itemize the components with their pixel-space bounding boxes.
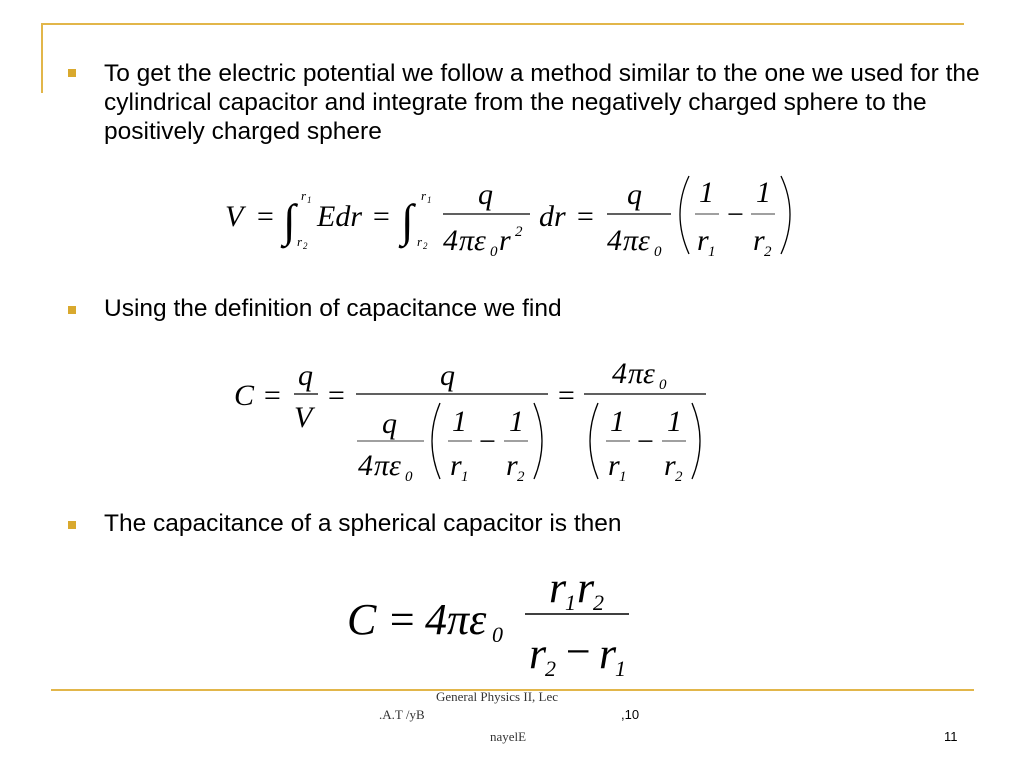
svg-text:0: 0 — [659, 377, 667, 393]
svg-text:−: − — [477, 425, 498, 458]
svg-text:1: 1 — [565, 590, 576, 615]
bullet-marker — [68, 306, 76, 314]
svg-text:=: = — [387, 595, 417, 644]
svg-text:0: 0 — [405, 469, 413, 485]
svg-text:1: 1 — [307, 195, 312, 205]
svg-text:∫: ∫ — [283, 195, 296, 246]
svg-text:1: 1 — [667, 405, 682, 438]
footer-author-name: nayelE — [490, 729, 527, 744]
svg-text:1: 1 — [699, 176, 714, 209]
svg-text:2: 2 — [303, 241, 308, 251]
svg-text:r: r — [297, 234, 303, 249]
svg-text:1: 1 — [619, 469, 627, 485]
bullet-marker — [68, 521, 76, 529]
svg-text:=: = — [575, 200, 596, 233]
svg-text:0: 0 — [492, 622, 503, 647]
svg-text:q: q — [382, 407, 397, 440]
svg-text:r: r — [664, 449, 676, 482]
svg-text:2: 2 — [593, 590, 604, 615]
svg-text:1: 1 — [756, 176, 771, 209]
svg-text:r: r — [529, 629, 547, 678]
svg-text:4: 4 — [443, 224, 458, 257]
svg-text:r: r — [599, 629, 617, 678]
svg-text:−: − — [563, 627, 593, 676]
svg-text:r: r — [753, 224, 765, 257]
left-rule — [41, 23, 43, 93]
svg-text:C: C — [347, 595, 377, 644]
svg-text:−: − — [725, 198, 746, 231]
svg-text:4: 4 — [607, 224, 622, 257]
footer-author: .A.T /yB — [379, 707, 425, 722]
svg-text:V: V — [225, 200, 244, 233]
svg-text:πε: πε — [628, 357, 655, 390]
svg-text:2: 2 — [545, 656, 556, 680]
svg-text:0: 0 — [490, 244, 498, 260]
svg-text:2: 2 — [675, 469, 683, 485]
svg-text:2: 2 — [423, 241, 428, 251]
footer-course-title: General Physics II, Lec — [436, 689, 559, 704]
svg-text:r: r — [421, 188, 427, 203]
svg-text:r: r — [577, 563, 595, 612]
svg-text:r: r — [301, 188, 307, 203]
svg-text:q: q — [478, 178, 493, 211]
svg-text:4: 4 — [612, 357, 627, 390]
svg-text:q: q — [298, 359, 313, 392]
svg-text:πε: πε — [459, 224, 486, 257]
svg-text:r: r — [417, 234, 423, 249]
bullet-text: The capacitance of a spherical capacitor is then — [104, 510, 622, 537]
svg-text:1: 1 — [427, 195, 432, 205]
svg-text:πε: πε — [374, 449, 401, 482]
bullet-marker — [68, 69, 76, 77]
spherical-capacitance-equation — [345, 562, 645, 685]
svg-text:r: r — [499, 224, 511, 257]
svg-text:2: 2 — [515, 224, 523, 240]
svg-text:r: r — [506, 449, 518, 482]
svg-text:q: q — [440, 359, 455, 392]
svg-text:=: = — [255, 200, 276, 233]
svg-text:1: 1 — [461, 469, 469, 485]
svg-text:1: 1 — [708, 244, 716, 260]
svg-text:∫: ∫ — [401, 195, 414, 246]
capacitance-derivation-equation — [232, 357, 722, 497]
svg-text:2: 2 — [764, 244, 772, 260]
svg-text:1: 1 — [509, 405, 524, 438]
svg-text:4: 4 — [425, 595, 447, 644]
svg-text:πε: πε — [623, 224, 650, 257]
footer-lecture-number: ,10 — [621, 707, 640, 722]
svg-text:1: 1 — [615, 656, 626, 680]
svg-text:1: 1 — [452, 405, 467, 438]
svg-text:=: = — [556, 379, 577, 412]
bullet-text: To get the electric potential we follow a method similar to the one we used for the cylindrical capacitor and integrate from the negatively charged sphere to the positively charged sphere — [104, 60, 980, 145]
svg-text:C: C — [234, 379, 255, 412]
bullet-text: Using the definition of capacitance we find — [104, 295, 562, 322]
svg-text:Edr: Edr — [317, 200, 362, 233]
svg-text:dr: dr — [539, 200, 566, 233]
top-rule — [41, 23, 964, 25]
svg-text:r: r — [697, 224, 709, 257]
potential-equation — [225, 170, 805, 270]
svg-text:r: r — [608, 449, 620, 482]
svg-text:=: = — [262, 379, 283, 412]
page-number: 11 — [944, 729, 958, 744]
svg-text:=: = — [326, 379, 347, 412]
svg-text:=: = — [371, 200, 392, 233]
svg-text:r: r — [450, 449, 462, 482]
svg-text:4: 4 — [358, 449, 373, 482]
svg-text:2: 2 — [517, 469, 525, 485]
svg-text:q: q — [627, 178, 642, 211]
svg-text:V: V — [294, 401, 313, 434]
svg-text:r: r — [549, 563, 567, 612]
svg-text:1: 1 — [610, 405, 625, 438]
svg-text:0: 0 — [654, 244, 662, 260]
svg-text:πε: πε — [447, 595, 487, 644]
svg-text:−: − — [635, 425, 656, 458]
